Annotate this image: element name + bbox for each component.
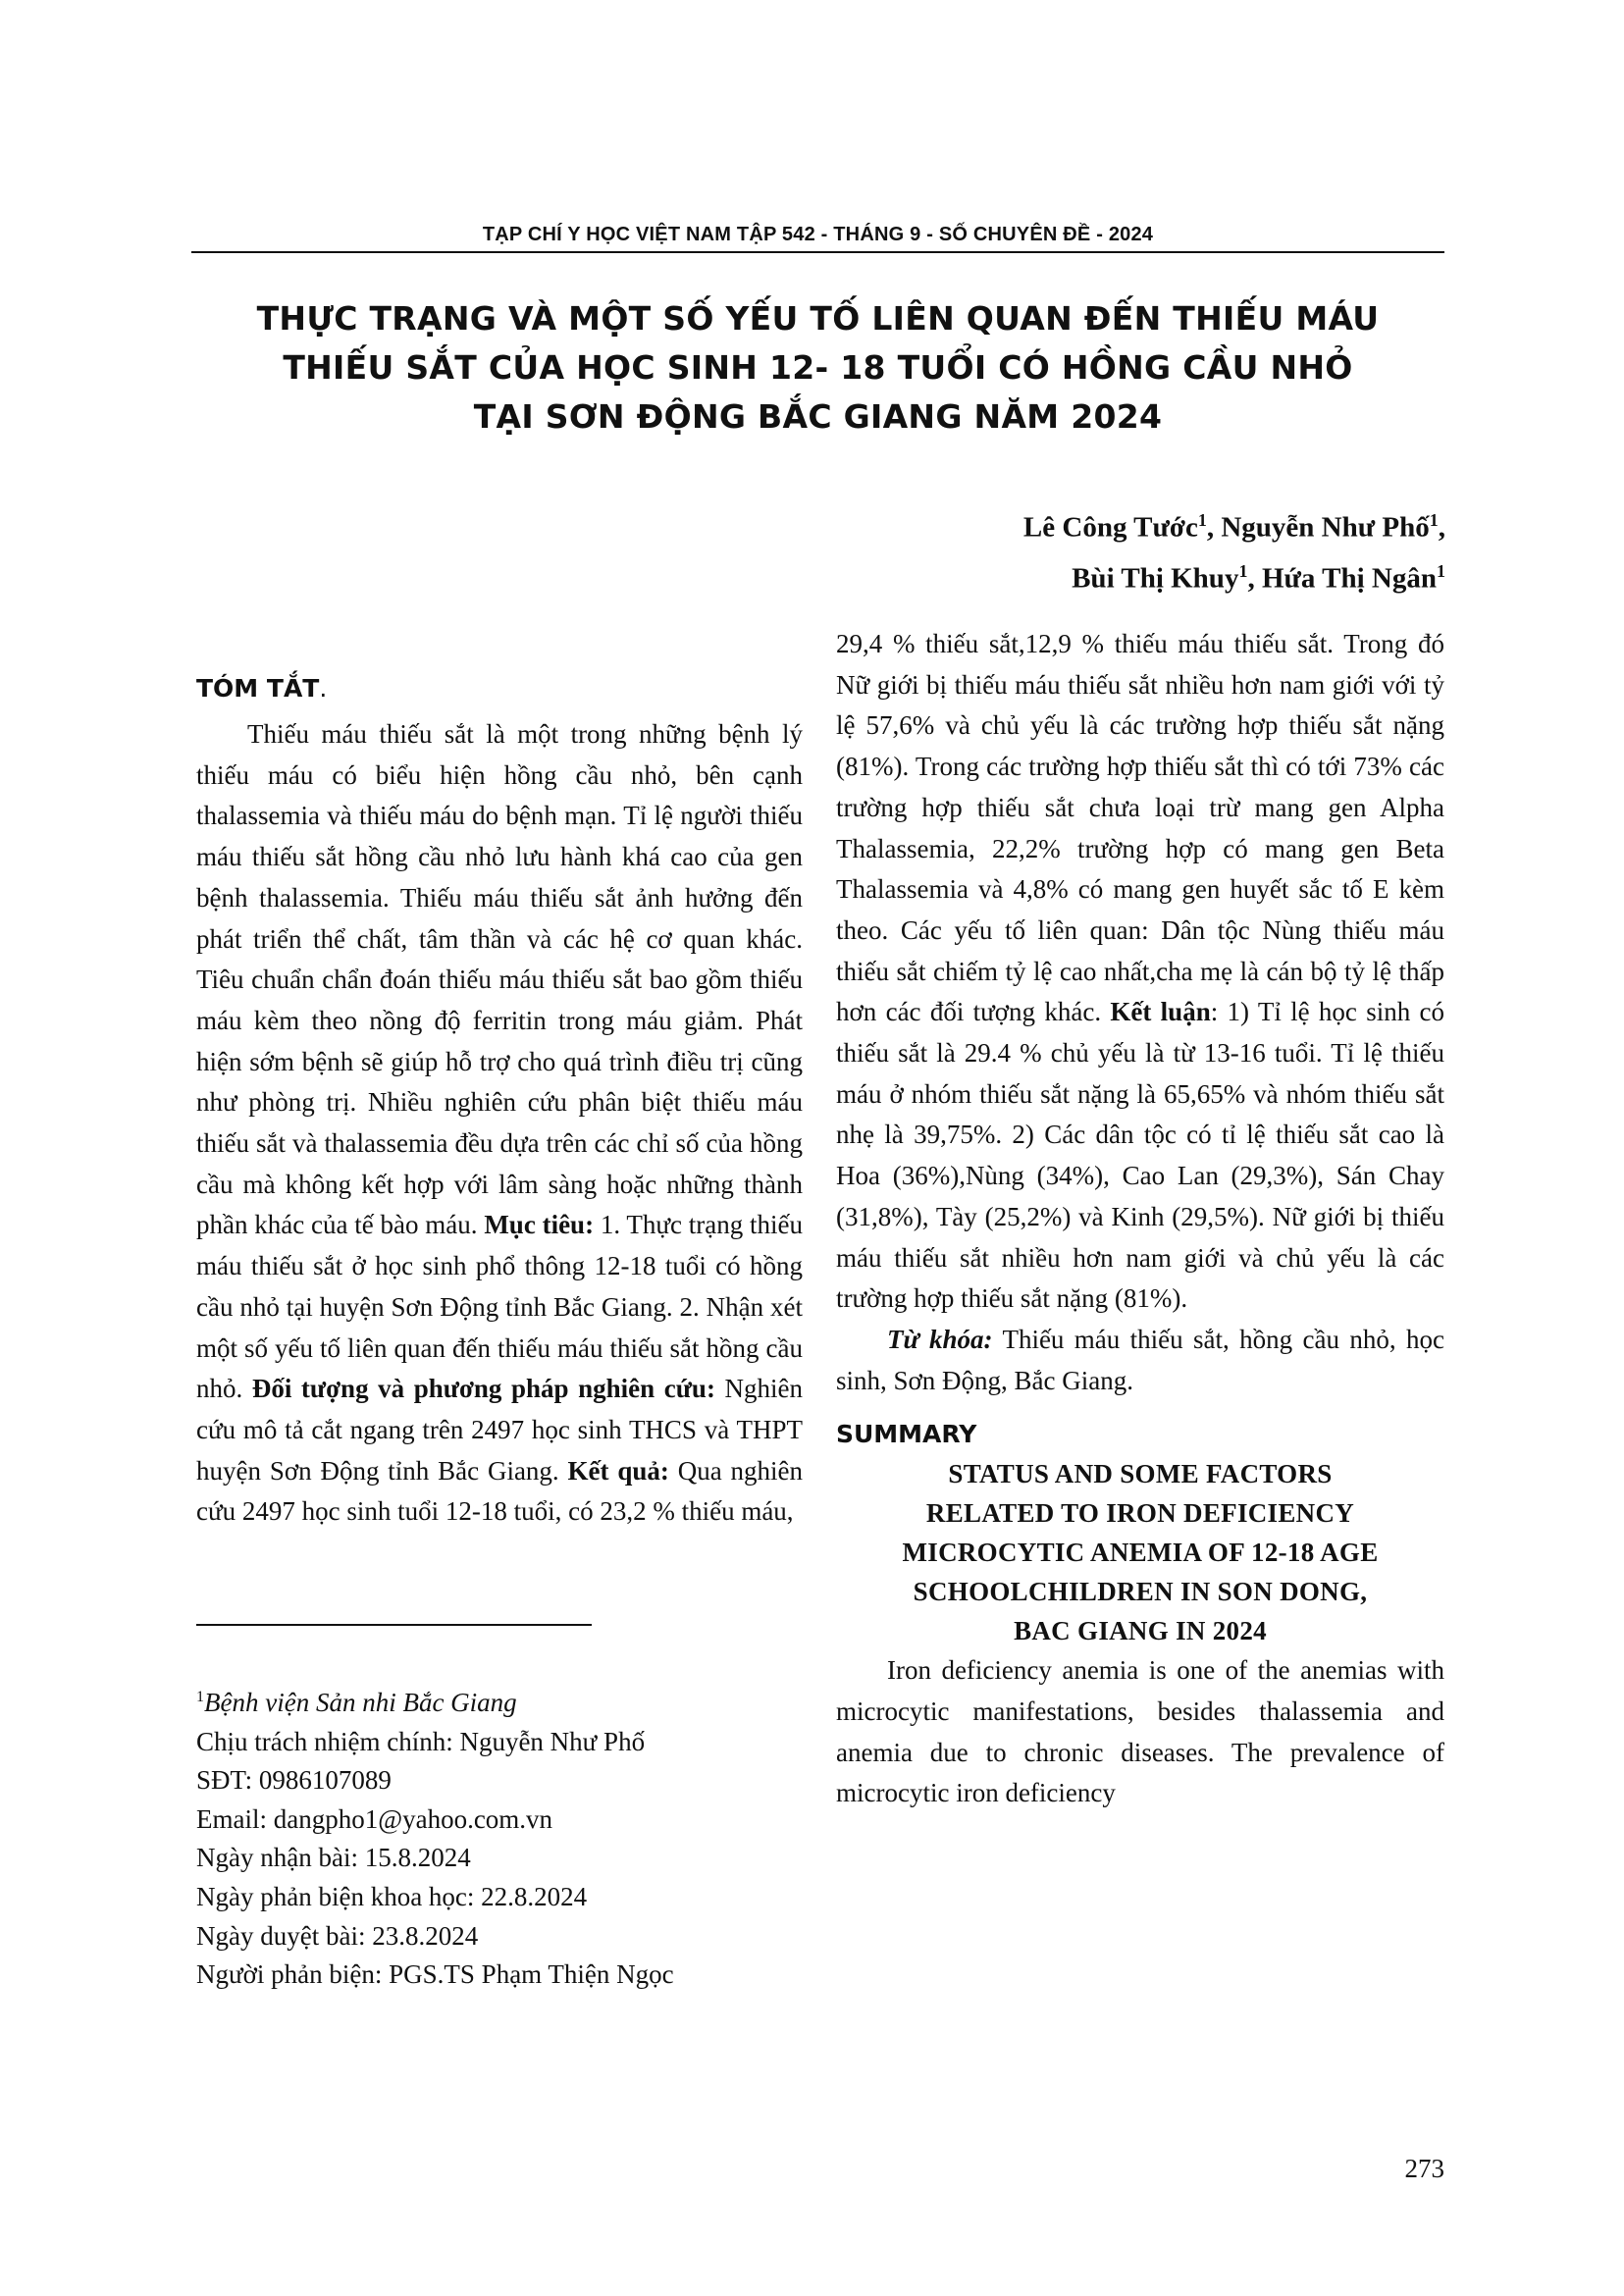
- conclusion-text: : 1) Tỉ lệ học sinh có thiếu sắt là 29.4 % chủ yếu là từ 13-16 tuổi. Tỉ lệ thiếu máu ở nhóm thiếu sắt nặng là 65,65% và nhóm thiếu sắt nhẹ là 39,75%. 2) Các dân tộc có tỉ lệ thiếu sắt cao là Hoa (36%),Nùng (34%), Cao Lan (29,3%), Sán Chay (31,8%), Tày (25,2%) và Kinh (29,5%). Nữ giới bị thiếu máu thiếu sắt nhiều hơn nam giới và chủ yếu là các trường hợp thiếu sắt nặng (81%).: [836, 997, 1445, 1314]
- result-label: Kết quả:: [567, 1455, 669, 1486]
- abstract-heading: [196, 669, 803, 708]
- footnote-reviewed: Ngày phản biện khoa học: 22.8.2024: [196, 1881, 588, 1911]
- method-text: Nghiên cứu mô tả cắt ngang trên 2497 học sinh THCS và THPT huyện Sơn Động tỉnh Bắc Giang.: [196, 1374, 803, 1486]
- authors-line-2: [1023, 549, 1445, 600]
- author-1-sup: 1: [1197, 510, 1207, 530]
- summary-title-line-3: MICROCYTIC ANEMIA OF 12-18 AGE: [902, 1538, 1379, 1568]
- result-continuation: 29,4 % thiếu sắt,12,9 % thiếu máu thiếu sắt. Trong đó Nữ giới bị thiếu máu thiếu sắt nhiều hơn nam giới với tỷ lệ 57,6% và chủ yếu là các trường hợp thiếu sắt nặng (81%). Trong các trường hợp thiếu sắt thì có tới 73% các trường hợp thiếu sắt chưa loại trừ mang gen Alpha Thalassemia, 22,2% trường hợp có mang gen Beta Thalassemia và 4,8% có mang gen huyết sắc tố E kèm theo. Các yếu tố liên quan: Dân tộc Nùng thiếu máu thiếu sắt chiếm tỷ lệ cao nhất,cha mẹ là cán bộ tỷ lệ thấp hơn các đối tượng khác.: [836, 629, 1444, 1027]
- objective-label: Mục tiêu:: [484, 1210, 595, 1240]
- footnote-email: Email: dangpho1@yahoo.com.vn: [196, 1803, 553, 1834]
- summary-title-line-2: RELATED TO IRON DEFICIENCY: [925, 1498, 1355, 1529]
- footnote-phone: SĐT: 0986107089: [196, 1765, 392, 1796]
- abstract-background: Thiếu máu thiếu sắt là một trong những bệnh lý thiếu máu có biểu hiện hồng cầu nhỏ, bên cạnh thalassemia và thiếu máu do bệnh mạn. Tỉ lệ người thiếu máu thiếu sắt hồng cầu nhỏ lưu hành khá cao của gen bệnh thalassemia. Thiếu máu thiếu sắt ảnh hưởng đến phát triển thể chất, tâm thần và các hệ cơ quan khác. Tiêu chuẩn chẩn đoán thiếu máu thiếu sắt bao gồm thiếu máu kèm theo nồng độ ferritin trong máu giảm. Phát hiện sớm bệnh sẽ giúp hỗ trợ cho quá trình điều trị cũng như phòng trị. Nhiều nghiên cứu phân biệt thiếu máu thiếu sắt và thalassemia đều dựa trên các chỉ số của hồng cầu mà không kết hợp với lâm sàng hoặc những thành phần khác của tế bào máu.: [196, 719, 803, 1240]
- objective-text: 1. Thực trạng thiếu máu thiếu sắt ở học sinh phổ thông 12-18 tuổi có hồng cầu nhỏ tại huyện Sơn Động tỉnh Bắc Giang. 2. Nhận xét một số yếu tố liên quan đến thiếu máu thiếu sắt hồng cầu nhỏ.: [196, 1210, 804, 1404]
- summary-paragraph: Iron deficiency anemia is one of the anemias with microcytic manifestations, besides thalassemia and anemia due to chronic diseases. The prevalence of microcytic iron deficiency: [836, 1655, 1444, 1808]
- header-rule: [191, 251, 1444, 253]
- author-1: Lê Công Tước: [1022, 511, 1198, 544]
- footnote-received: Ngày nhận bài: 15.8.2024: [196, 1843, 471, 1873]
- affiliation-sup: 1: [196, 1689, 204, 1705]
- author-4: Hứa Thị Ngân: [1261, 562, 1437, 595]
- result-text: Qua nghiên cứu 2497 học sinh tuổi 12-18 tuổi, có 23,2 % thiếu máu,: [196, 1455, 804, 1527]
- summary-heading: SUMMARY: [836, 1420, 977, 1449]
- footnote-affiliation: [196, 1678, 824, 1723]
- page-number: 273: [1404, 2154, 1444, 2183]
- abstract-continuation: [836, 624, 1444, 1320]
- author-2-sup: 1: [1429, 510, 1439, 530]
- author-3: Bùi Thị Khuy: [1072, 562, 1239, 595]
- author-sep: ,: [1247, 562, 1262, 595]
- title-line-1: THỰC TRẠNG VÀ MỘT SỐ YẾU TỐ LIÊN QUAN ĐẾN THIẾU MÁU: [256, 299, 1380, 338]
- journal-header: TẠP CHÍ Y HỌC VIỆT NAM TẬP 542 - THÁNG 9 - SỐ CHUYÊN ĐỀ - 2024: [482, 224, 1154, 245]
- article-title: [191, 294, 1444, 442]
- summary-title-line-4: SCHOOLCHILDREN IN SON DONG,: [913, 1577, 1368, 1607]
- summary-title: [836, 1454, 1444, 1650]
- author-3-sup: 1: [1238, 560, 1248, 581]
- authors: [1023, 498, 1445, 600]
- footnote-approved: Ngày duyệt bài: 23.8.2024: [196, 1920, 479, 1951]
- title-line-3: TẠI SƠN ĐỘNG BẮC GIANG NĂM 2024: [473, 397, 1163, 436]
- author-sep: ,: [1206, 511, 1222, 544]
- abstract-heading-dot: .: [319, 674, 328, 703]
- conclusion-label: Kết luận: [1110, 997, 1211, 1027]
- method-label: Đối tượng và phương pháp nghiên cứu:: [251, 1374, 715, 1404]
- footnote-rule: [196, 1624, 592, 1626]
- affiliation-text: Bệnh viện Sản nhi Bắc Giang: [204, 1688, 517, 1717]
- author-4-sup: 1: [1437, 560, 1445, 581]
- footnote-responsible: Chịu trách nhiệm chính: Nguyễn Như Phố: [196, 1726, 646, 1756]
- right-column: [836, 624, 1444, 1814]
- left-column: [196, 669, 803, 1533]
- author-sep: ,: [1438, 511, 1445, 544]
- footnote-reviewer: Người phản biện: PGS.TS Phạm Thiện Ngọc: [196, 1959, 674, 1990]
- summary-title-line-5: BAC GIANG IN 2024: [1014, 1616, 1267, 1646]
- keywords-label: Từ khóa:: [887, 1324, 993, 1354]
- summary-title-line-1: STATUS AND SOME FACTORS: [948, 1459, 1333, 1489]
- keywords: [836, 1320, 1444, 1401]
- authors-line-1: [1023, 498, 1445, 549]
- footnotes: [196, 1678, 824, 1995]
- abstract-heading-text: TÓM TẮT: [196, 674, 320, 703]
- abstract-paragraph: [196, 714, 803, 1533]
- author-2: Nguyễn Như Phố: [1221, 511, 1430, 544]
- title-line-2: THIẾU SẮT CỦA HỌC SINH 12- 18 TUỔI CÓ HỒNG CẦU NHỎ: [283, 348, 1353, 387]
- keywords-text: Thiếu máu thiếu sắt, hồng cầu nhỏ, học sinh, Sơn Động, Bắc Giang.: [836, 1324, 1444, 1395]
